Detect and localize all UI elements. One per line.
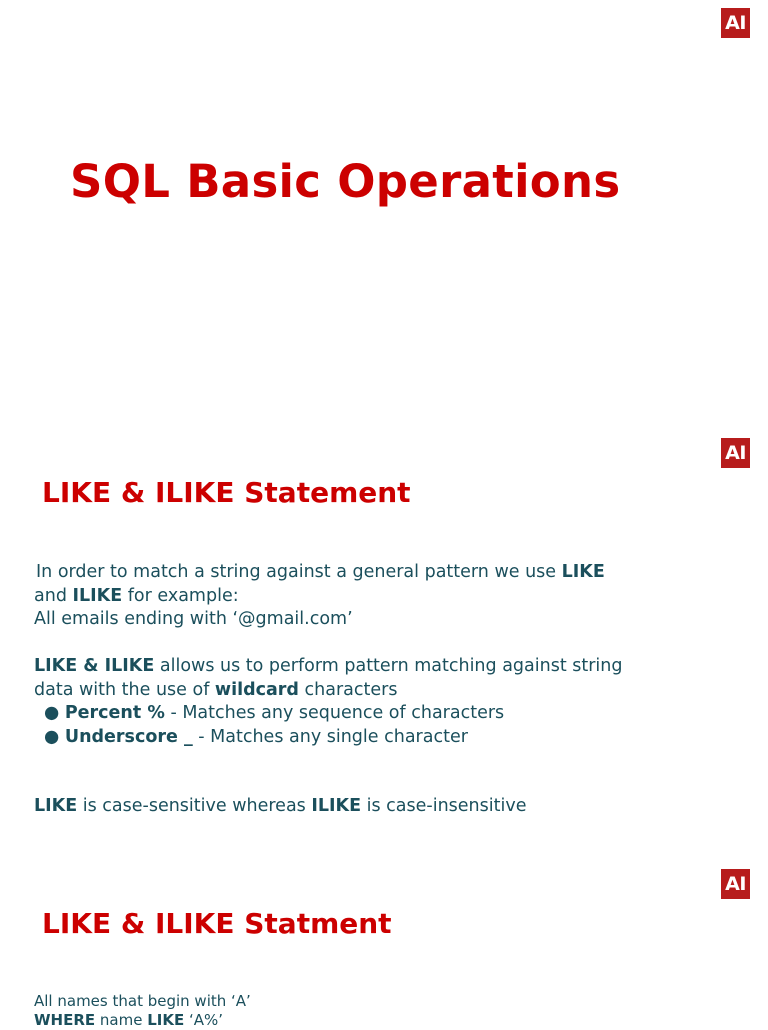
case-sensitivity-note — [34, 795, 526, 819]
bullet-item-underscore — [34, 726, 622, 750]
bullet-icon: ● — [44, 726, 60, 747]
note-text: is case-sensitive whereas — [77, 796, 312, 816]
note-text: is case-insensitive — [361, 796, 527, 816]
slide-title-like-ilike-statment: LIKE & ILIKE Statment — [42, 907, 392, 940]
slide-title-like-ilike-statement: LIKE & ILIKE Statement — [42, 476, 411, 509]
keyword-ilike: ILIKE — [72, 585, 123, 606]
description-paragraph — [34, 655, 622, 749]
bullet-text: - Matches any sequence of characters — [164, 703, 505, 723]
query-text: name — [95, 1011, 148, 1029]
intro-text: for example: — [122, 585, 239, 606]
bullet-item-percent — [34, 702, 622, 726]
description-text: characters — [298, 679, 398, 700]
example-block — [34, 992, 251, 1030]
keyword-wildcard: wildcard — [214, 679, 299, 700]
description-line-1 — [34, 655, 622, 679]
brand-logo: AI — [721, 8, 750, 38]
intro-line-3 — [34, 608, 605, 632]
intro-text: and — [34, 585, 73, 606]
keyword-like: LIKE — [147, 1011, 185, 1029]
brand-logo: AI — [721, 869, 750, 899]
intro-text: In order to match a string against a general pattern we use — [36, 562, 562, 582]
query-text: ‘A%’ — [184, 1011, 224, 1029]
intro-paragraph — [34, 561, 605, 632]
brand-logo: AI — [721, 438, 750, 468]
example-caption: All names that begin with ‘A’ — [34, 992, 251, 1010]
slide-title-sql-basic-operations: SQL Basic Operations — [70, 155, 621, 208]
keyword-where: WHERE — [34, 1011, 96, 1029]
bullet-term: Underscore _ — [64, 726, 193, 747]
intro-example-text: All emails ending with ‘@gmail.com’ — [34, 609, 353, 629]
keyword-like-ilike: LIKE & ILIKE — [34, 656, 155, 676]
example-query — [34, 1011, 251, 1030]
description-text: data with the use of — [34, 679, 215, 700]
bullet-text: - Matches any single character — [192, 726, 468, 747]
keyword-like: LIKE — [561, 562, 605, 582]
description-line-2 — [34, 679, 622, 703]
keyword-ilike: ILIKE — [311, 796, 362, 816]
intro-line-1 — [34, 561, 605, 585]
description-text: allows us to perform pattern matching against string — [154, 656, 623, 676]
bullet-term: Percent % — [64, 703, 165, 723]
bullet-icon: ● — [44, 703, 60, 723]
keyword-like: LIKE — [34, 796, 78, 816]
intro-line-2 — [34, 585, 605, 609]
